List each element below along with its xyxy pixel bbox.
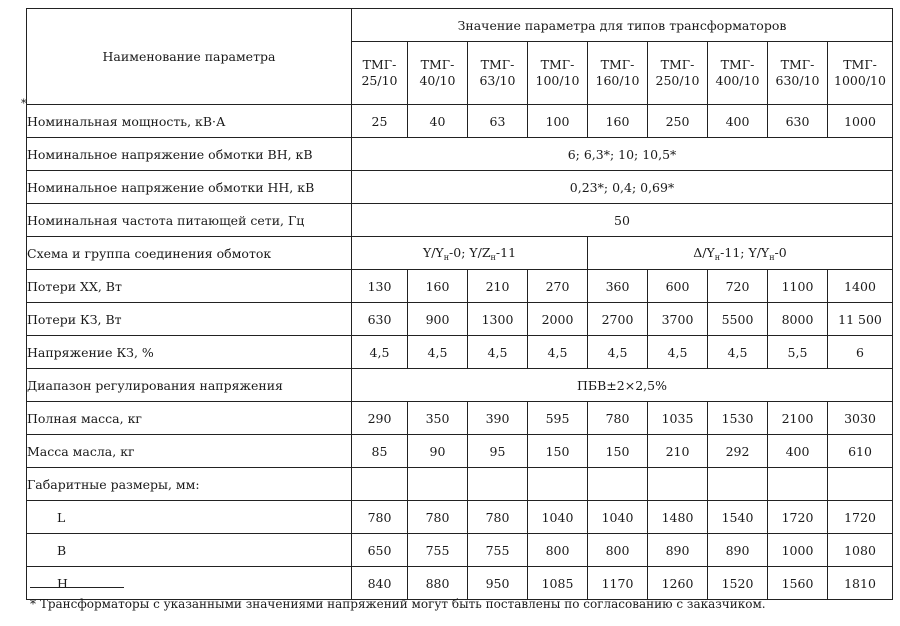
model-prefix: ТМГ-	[660, 57, 695, 72]
header-parameter-name: Наименование параметра	[27, 9, 352, 105]
model-header	[468, 42, 528, 105]
parameter-value: 40	[408, 105, 468, 138]
parameter-value: 780	[352, 501, 408, 534]
parameter-value: 360	[588, 270, 648, 303]
parameter-value: 85	[352, 435, 408, 468]
parameter-name: B	[27, 534, 352, 567]
parameter-value: 1000	[828, 105, 893, 138]
parameter-value: 1530	[708, 402, 768, 435]
model-prefix: ТМГ-	[362, 57, 397, 72]
table-row	[27, 303, 893, 336]
parameter-value: 4,5	[528, 336, 588, 369]
parameter-value: 630	[352, 303, 408, 336]
parameter-value: 1720	[768, 501, 828, 534]
table-row	[27, 435, 893, 468]
model-prefix: ТМГ-	[720, 57, 755, 72]
parameter-name: Схема и группа соединения обмоток	[27, 237, 352, 270]
empty-cell	[468, 468, 528, 501]
parameter-value: 4,5	[648, 336, 708, 369]
parameter-value: 1540	[708, 501, 768, 534]
parameter-name: Потери КЗ, Вт	[27, 303, 352, 336]
parameter-value: 780	[588, 402, 648, 435]
parameter-value: 1170	[588, 567, 648, 600]
parameter-value-span: ПБВ±2×2,5%	[352, 369, 893, 402]
parameter-value: 1260	[648, 567, 708, 600]
parameter-value: 780	[408, 501, 468, 534]
parameter-name: Номинальная мощность, кВ·А	[27, 105, 352, 138]
parameter-value: 270	[528, 270, 588, 303]
parameter-value: 4,5	[468, 336, 528, 369]
empty-cell	[588, 468, 648, 501]
model-rating: 100/10	[535, 73, 580, 88]
parameter-value: 595	[528, 402, 588, 435]
parameter-name: Диапазон регулирования напряжения	[27, 369, 352, 402]
model-header	[528, 42, 588, 105]
parameter-value: 880	[408, 567, 468, 600]
parameter-value: 1040	[528, 501, 588, 534]
parameter-name: Масса масла, кг	[27, 435, 352, 468]
model-prefix: ТМГ-	[540, 57, 575, 72]
model-header	[768, 42, 828, 105]
table-row	[27, 237, 893, 270]
parameter-value: 5500	[708, 303, 768, 336]
parameter-value: 1085	[528, 567, 588, 600]
parameter-value: 950	[468, 567, 528, 600]
parameter-value: 1040	[588, 501, 648, 534]
empty-cell	[768, 468, 828, 501]
table-row	[27, 369, 893, 402]
parameter-value: 630	[768, 105, 828, 138]
parameter-value: 900	[408, 303, 468, 336]
parameter-value: 890	[708, 534, 768, 567]
parameter-value: 1480	[648, 501, 708, 534]
neutral-subscript: н	[769, 252, 775, 262]
parameter-value: 400	[708, 105, 768, 138]
parameter-name: H	[27, 567, 352, 600]
model-rating: 63/10	[479, 73, 516, 88]
parameter-name: Напряжение КЗ, %	[27, 336, 352, 369]
connection-group-b: $\Delta/Y_н-11$; $Y/Y_н-0$	[588, 237, 893, 270]
parameter-value: 840	[352, 567, 408, 600]
parameter-value: 1400	[828, 270, 893, 303]
parameter-value: 5,5	[768, 336, 828, 369]
parameter-value: 1080	[828, 534, 893, 567]
model-header	[408, 42, 468, 105]
parameter-value: 1100	[768, 270, 828, 303]
parameter-value: 390	[468, 402, 528, 435]
model-header	[352, 42, 408, 105]
parameter-name: Номинальная частота питающей сети, Гц	[27, 204, 352, 237]
parameter-value: 63	[468, 105, 528, 138]
parameter-value: 1720	[828, 501, 893, 534]
parameter-name: Полная масса, кг	[27, 402, 352, 435]
parameter-value: 755	[408, 534, 468, 567]
parameter-value: 3700	[648, 303, 708, 336]
parameter-value: 11 500	[828, 303, 893, 336]
table-row	[27, 402, 893, 435]
empty-cell	[408, 468, 468, 501]
model-prefix: ТМГ-	[780, 57, 815, 72]
empty-cell	[648, 468, 708, 501]
parameter-value: 4,5	[588, 336, 648, 369]
parameter-value: 610	[828, 435, 893, 468]
parameter-value: 95	[468, 435, 528, 468]
parameter-value: 4,5	[352, 336, 408, 369]
parameter-value: 890	[648, 534, 708, 567]
parameter-value-span: 6; 6,3*; 10; 10,5*	[352, 138, 893, 171]
model-rating: 630/10	[775, 73, 820, 88]
parameter-value: 130	[352, 270, 408, 303]
parameter-value: 2100	[768, 402, 828, 435]
parameter-value: 210	[468, 270, 528, 303]
empty-cell	[828, 468, 893, 501]
model-header	[648, 42, 708, 105]
model-prefix: ТМГ-	[480, 57, 515, 72]
parameter-value: 720	[708, 270, 768, 303]
parameter-value: 25	[352, 105, 408, 138]
parameter-name: Номинальное напряжение обмотки НН, кВ	[27, 171, 352, 204]
table-row	[27, 171, 893, 204]
model-prefix: ТМГ-	[420, 57, 455, 72]
neutral-subscript: н	[490, 252, 496, 262]
parameter-value: 1000	[768, 534, 828, 567]
parameter-value: 3030	[828, 402, 893, 435]
table-row	[27, 501, 893, 534]
parameter-name: Потери ХХ, Вт	[27, 270, 352, 303]
model-header	[708, 42, 768, 105]
footnote-divider	[30, 587, 124, 588]
empty-cell	[708, 468, 768, 501]
parameter-value: 8000	[768, 303, 828, 336]
parameter-value: 400	[768, 435, 828, 468]
model-header	[588, 42, 648, 105]
model-rating: 25/10	[361, 73, 398, 88]
parameter-value: 780	[468, 501, 528, 534]
parameter-name: L	[27, 501, 352, 534]
model-rating: 160/10	[595, 73, 640, 88]
parameter-value: 1560	[768, 567, 828, 600]
table-row	[27, 534, 893, 567]
neutral-subscript: н	[443, 252, 450, 262]
table-row	[27, 468, 893, 501]
table-row	[27, 105, 893, 138]
parameter-value: 755	[468, 534, 528, 567]
parameter-value: 1520	[708, 567, 768, 600]
parameter-value: 292	[708, 435, 768, 468]
table-row	[27, 270, 893, 303]
table-row	[27, 336, 893, 369]
parameter-value: 290	[352, 402, 408, 435]
parameter-value: 800	[528, 534, 588, 567]
model-prefix: ТМГ-	[843, 57, 877, 72]
parameter-name: Номинальное напряжение обмотки ВН, кВ	[27, 138, 352, 171]
parameter-value: 800	[588, 534, 648, 567]
empty-cell	[528, 468, 588, 501]
parameter-value: 150	[588, 435, 648, 468]
parameter-value: 150	[528, 435, 588, 468]
parameter-value: 6	[828, 336, 893, 369]
footnote-marker: *	[21, 97, 27, 110]
parameter-value: 350	[408, 402, 468, 435]
parameter-value: 1035	[648, 402, 708, 435]
parameter-value: 2000	[528, 303, 588, 336]
model-rating: 40/10	[419, 73, 456, 88]
model-prefix: ТМГ-	[600, 57, 635, 72]
parameter-value-span: 50	[352, 204, 893, 237]
parameter-value: 2700	[588, 303, 648, 336]
model-rating: 400/10	[715, 73, 760, 88]
header-values-group: Значение параметра для типов трансформаторов	[352, 9, 893, 42]
model-rating: 250/10	[655, 73, 700, 88]
parameter-value: 160	[408, 270, 468, 303]
connection-group-a: $Y/Y_н-0$; $Y/Z_н-11$	[352, 237, 588, 270]
neutral-subscript: н	[714, 252, 721, 262]
parameter-value: 4,5	[708, 336, 768, 369]
parameter-name: Габаритные размеры, мм:	[27, 468, 352, 501]
transformer-spec-table	[26, 8, 893, 600]
parameter-value: 650	[352, 534, 408, 567]
model-rating: 1000/10	[834, 73, 886, 88]
parameter-value: 160	[588, 105, 648, 138]
parameter-value: 210	[648, 435, 708, 468]
table-row	[27, 138, 893, 171]
table-row	[27, 567, 893, 600]
parameter-value: 600	[648, 270, 708, 303]
parameter-value: 1300	[468, 303, 528, 336]
parameter-value: 250	[648, 105, 708, 138]
parameter-value: 90	[408, 435, 468, 468]
parameter-value-span: 0,23*; 0,4; 0,69*	[352, 171, 893, 204]
footnote-text: * Трансформаторы с указанными значениями напряжений могут быть поставлены по согласованию с заказчиком.	[30, 597, 766, 611]
model-header	[828, 42, 893, 105]
parameter-value: 100	[528, 105, 588, 138]
parameter-value: 4,5	[408, 336, 468, 369]
table-row	[27, 204, 893, 237]
empty-cell	[352, 468, 408, 501]
parameter-value: 1810	[828, 567, 893, 600]
